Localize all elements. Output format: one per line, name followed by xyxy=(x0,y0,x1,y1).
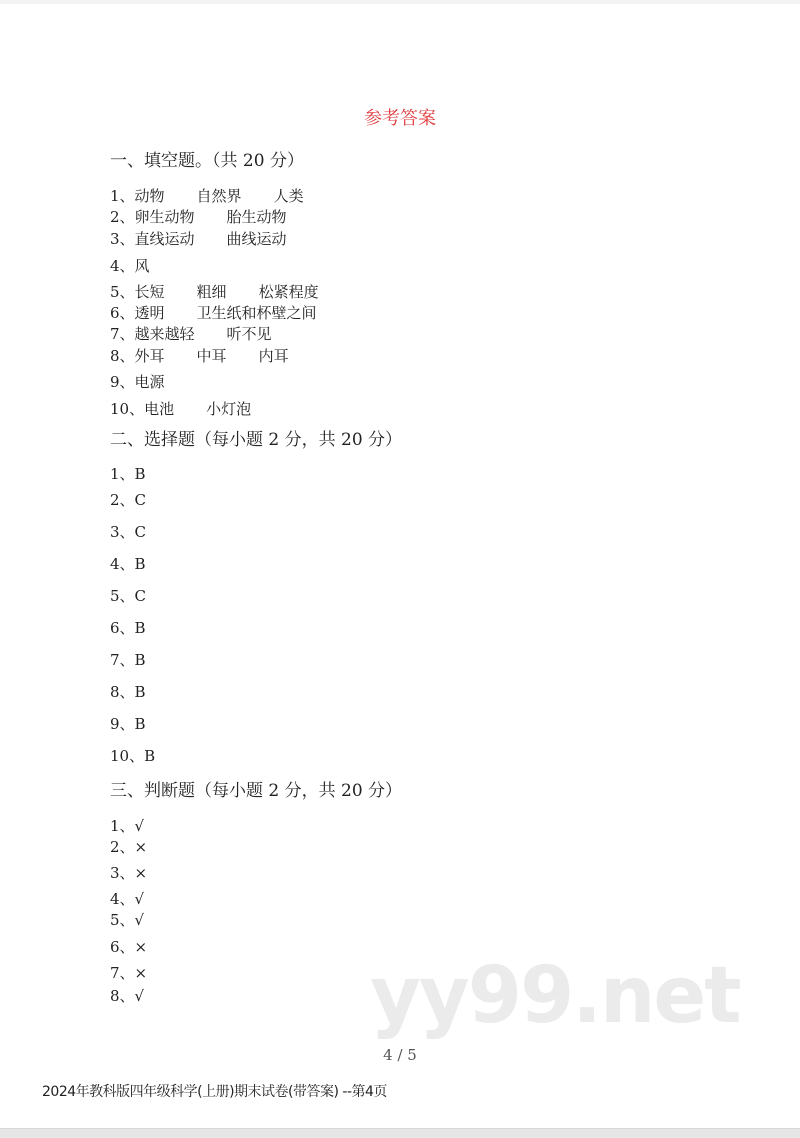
answer-text: 4、风 xyxy=(110,257,150,275)
answer-text: 8、B xyxy=(110,683,146,701)
section-heading: 二、选择题（每小题 2 分，共 20 分） xyxy=(110,430,403,450)
answer-text: 6、B xyxy=(110,619,146,637)
answer-text: 8、√ xyxy=(110,987,145,1005)
answer-text: 3、C xyxy=(110,523,147,541)
answer-text: 2、C xyxy=(110,491,147,509)
answer-text: 10、电池 xyxy=(110,400,175,418)
answer-item xyxy=(110,715,178,733)
answer-item xyxy=(110,347,321,365)
answer-text: 3、× xyxy=(110,864,148,882)
answer-text: 中耳 xyxy=(196,347,227,365)
answer-text: 粗细 xyxy=(196,283,227,301)
answer-text: 松紧程度 xyxy=(258,283,319,301)
answer-text: 5、长短 xyxy=(110,283,165,301)
answer-text: 自然界 xyxy=(196,187,242,205)
answer-item xyxy=(110,987,176,1005)
answer-text: 4、B xyxy=(110,555,146,573)
answer-item xyxy=(110,890,176,908)
answer-item xyxy=(110,373,197,391)
answer-text: 听不见 xyxy=(226,325,272,343)
answer-item xyxy=(110,283,351,301)
answer-item xyxy=(110,304,349,322)
answer-item xyxy=(110,465,178,483)
answer-item xyxy=(110,208,319,226)
section-heading: 一、填空题。（共 20 分） xyxy=(110,151,304,171)
answer-item xyxy=(110,864,179,882)
answer-text: 6、透明 xyxy=(110,304,165,322)
answer-text: 3、直线运动 xyxy=(110,230,195,248)
watermark: yy99.net xyxy=(370,951,740,1041)
answer-item xyxy=(110,491,178,509)
answer-text: 2、卵生动物 xyxy=(110,208,195,226)
answer-text: 10、B xyxy=(110,747,156,765)
answer-item xyxy=(110,911,176,929)
answer-text: 7、越来越轻 xyxy=(110,325,195,343)
answer-item xyxy=(110,400,283,418)
answer-text: 2、× xyxy=(110,838,148,856)
answer-item xyxy=(110,523,178,541)
answer-item xyxy=(110,838,179,856)
answer-text: 7、B xyxy=(110,651,146,669)
top-border xyxy=(0,0,800,4)
answer-item xyxy=(110,651,178,669)
answer-item xyxy=(110,257,182,275)
answer-text: 内耳 xyxy=(258,347,289,365)
answer-item xyxy=(110,187,336,205)
answer-text: 9、电源 xyxy=(110,373,165,391)
answer-item xyxy=(110,325,304,343)
answer-item xyxy=(110,587,178,605)
answer-text: 卫生纸和杯壁之间 xyxy=(196,304,317,322)
section-heading: 三、判断题（每小题 2 分，共 20 分） xyxy=(110,781,403,801)
document-footer: 2024年教科版四年级科学(上册)期末试卷(带答案) --第4页 xyxy=(42,1084,387,1100)
answer-item xyxy=(110,964,179,982)
answer-text: 9、B xyxy=(110,715,146,733)
answer-text: 胎生动物 xyxy=(226,208,287,226)
answer-text: 1、√ xyxy=(110,817,145,835)
page-number: 4 / 5 xyxy=(383,1046,417,1064)
answer-text: 小灯泡 xyxy=(206,400,252,418)
answer-text: 人类 xyxy=(273,187,304,205)
answer-text: 5、C xyxy=(110,587,147,605)
answer-text: 曲线运动 xyxy=(226,230,287,248)
answer-item xyxy=(110,817,176,835)
answer-item xyxy=(110,555,178,573)
answer-item xyxy=(110,683,178,701)
answer-text: 5、√ xyxy=(110,911,145,929)
answer-text: 7、× xyxy=(110,964,148,982)
answer-text: 1、B xyxy=(110,465,146,483)
answer-item xyxy=(110,938,179,956)
answer-item xyxy=(110,230,319,248)
answer-item xyxy=(110,747,187,765)
answer-text: 1、动物 xyxy=(110,187,165,205)
answer-text: 4、√ xyxy=(110,890,145,908)
answer-text: 8、外耳 xyxy=(110,347,165,365)
page-title: 参考答案 xyxy=(364,108,436,129)
answer-item xyxy=(110,619,178,637)
answer-text: 6、× xyxy=(110,938,148,956)
